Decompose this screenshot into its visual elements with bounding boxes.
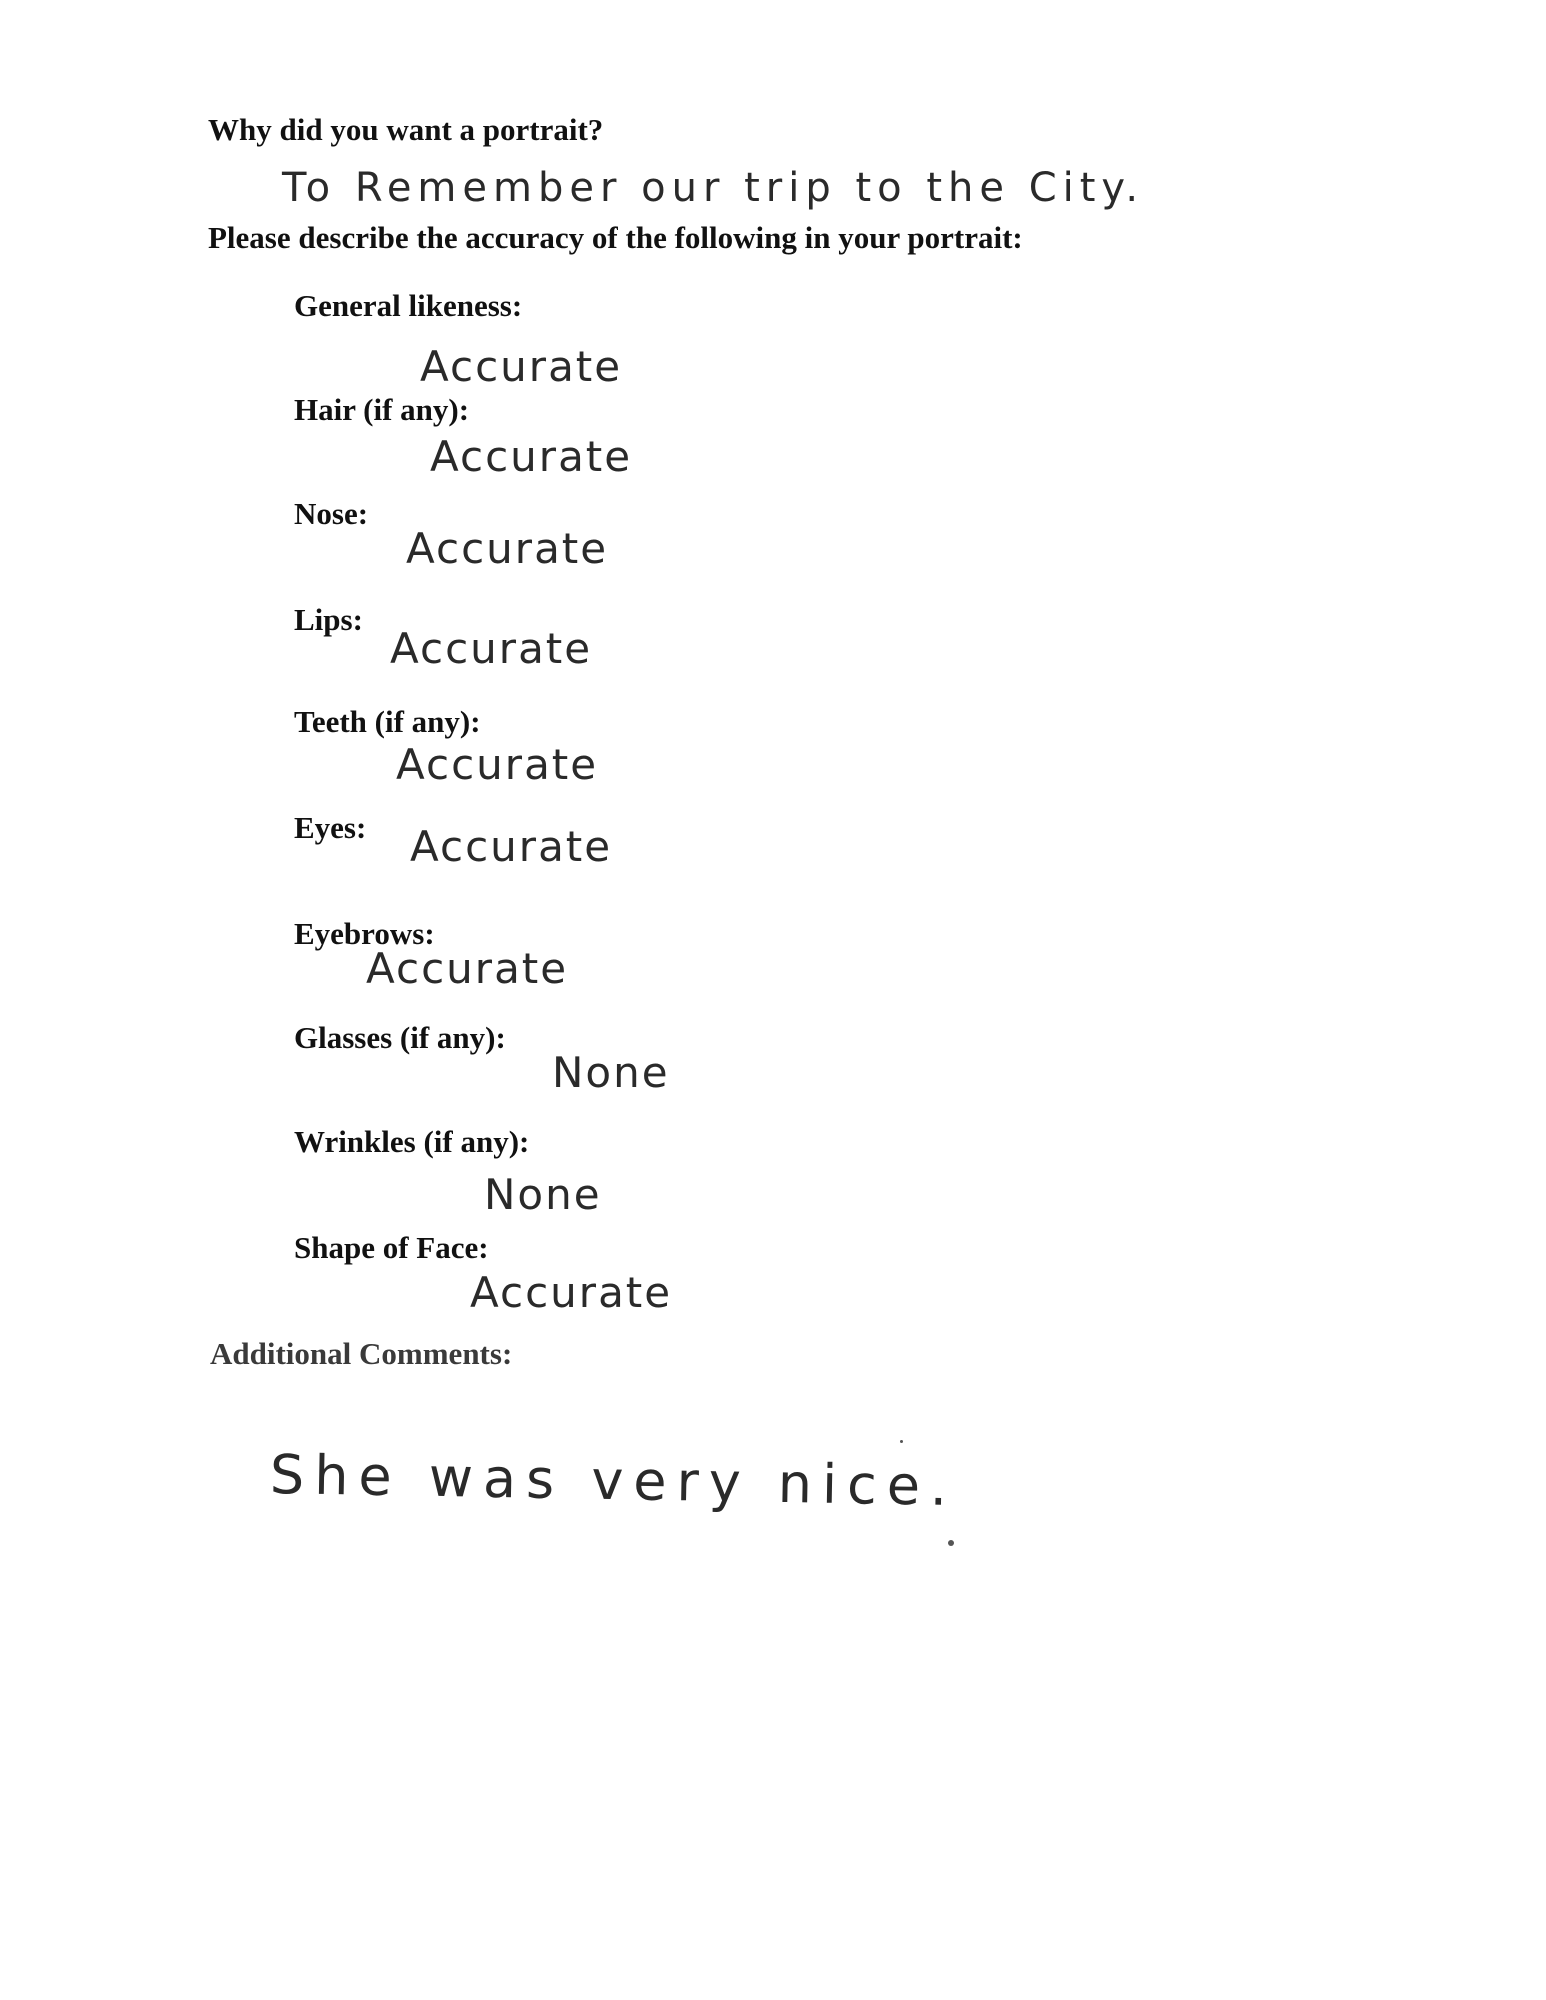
question-accuracy-heading: Please describe the accuracy of the following in your portrait: [208, 220, 1023, 255]
answer-lips: Accurate [390, 624, 593, 673]
label-hair: Hair (if any): [294, 392, 470, 427]
label-teeth: Teeth (if any): [294, 704, 481, 739]
answer-eyes: Accurate [410, 822, 613, 871]
answer-glasses: None [552, 1048, 670, 1097]
label-eyes: Eyes: [294, 810, 367, 845]
scan-speck [948, 1540, 954, 1546]
label-shape-of-face: Shape of Face: [294, 1230, 489, 1265]
answer-general-likeness: Accurate [420, 342, 623, 391]
label-glasses: Glasses (if any): [294, 1020, 506, 1055]
label-general-likeness: General likeness: [294, 288, 523, 323]
answer-eyebrows: Accurate [366, 944, 569, 993]
answer-shape-of-face: Accurate [470, 1268, 673, 1317]
scan-speck [900, 1440, 903, 1443]
answer-additional-comments: She was very nice. [269, 1443, 958, 1518]
question-why-portrait: Why did you want a portrait? [208, 112, 604, 147]
answer-hair: Accurate [430, 432, 633, 481]
answer-nose: Accurate [406, 524, 609, 573]
answer-wrinkles: None [484, 1170, 602, 1219]
label-lips: Lips: [294, 602, 363, 637]
label-eyebrows: Eyebrows: [294, 916, 435, 951]
answer-teeth: Accurate [396, 740, 599, 789]
question-additional-comments: Additional Comments: [210, 1336, 513, 1371]
label-nose: Nose: [294, 496, 369, 531]
answer-why-portrait: To Remember our trip to the City. [282, 165, 1145, 211]
label-wrinkles: Wrinkles (if any): [294, 1124, 530, 1159]
